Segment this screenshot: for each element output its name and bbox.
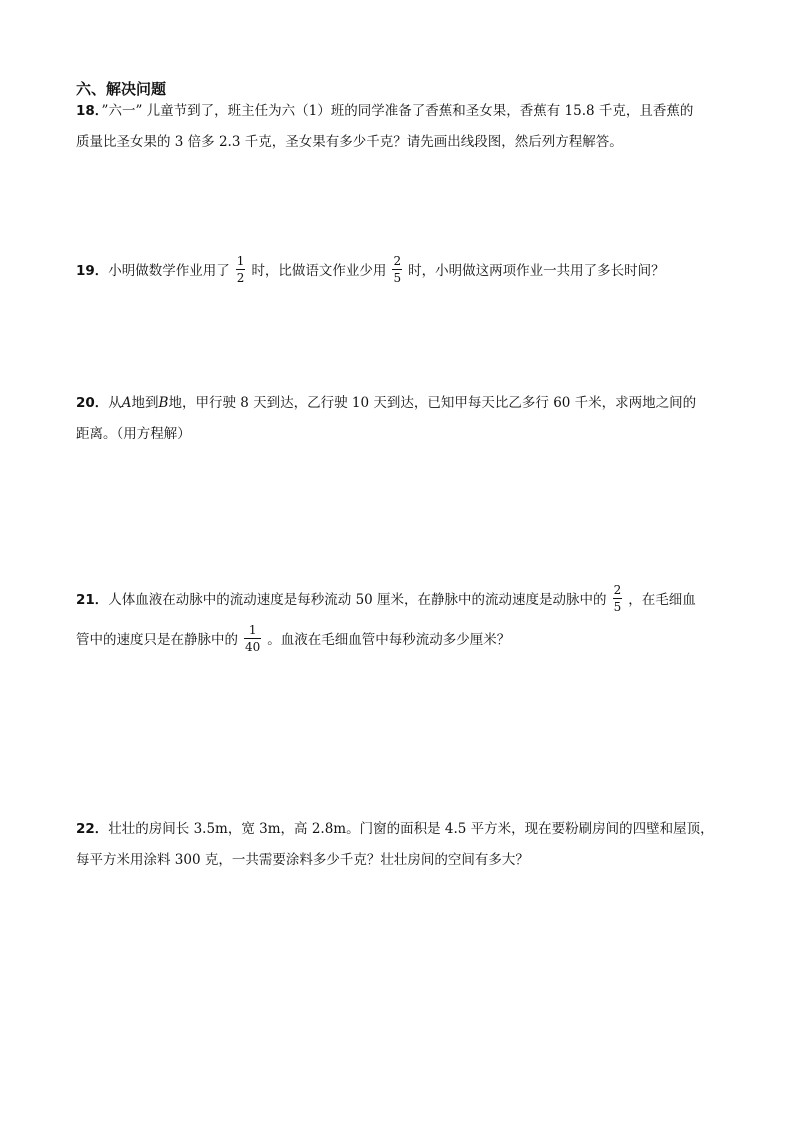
question-text: 从 <box>108 395 122 411</box>
question-18 <box>76 96 746 158</box>
question-text: 地到 <box>131 395 159 411</box>
section-title: 六、解决问题 <box>76 80 167 98</box>
question-21 <box>76 580 746 660</box>
question-text: 人体血液在动脉中的流动速度是每秒流动 50 厘米，在静脉中的流动速度是动脉中的 <box>108 592 607 608</box>
question-number: 21． <box>76 592 109 608</box>
question-text: ”六一” 儿童节到了，班主任为六（1）班的同学准备了香蕉和圣女果，香蕉有 15.8 千克，且香蕉的 <box>101 103 694 119</box>
fraction <box>236 254 246 285</box>
denominator: 2 <box>236 271 245 285</box>
fraction <box>392 254 402 285</box>
numerator: 2 <box>393 254 402 268</box>
question-text: 壮壮的房间长 3.5m，宽 3m，高 2.8m。门窗的面积是 4.5 平方米，现在要粉刷房间的四壁和屋顶， <box>108 821 714 837</box>
point-b: B <box>158 395 169 411</box>
question-number: 18． <box>76 103 102 119</box>
question-number: 20． <box>76 395 109 411</box>
question-19 <box>76 256 746 287</box>
denominator: 40 <box>245 640 261 654</box>
denominator: 5 <box>613 600 622 614</box>
question-text: 时，比做语文作业少用 <box>251 263 387 279</box>
question-text: 时，小明做这两项作业一共用了多长时间？ <box>408 263 665 279</box>
numerator: 2 <box>613 583 622 597</box>
numerator: 1 <box>236 254 245 268</box>
question-text: ，在毛细血 <box>628 592 696 608</box>
question-text: 距离。（用方程解） <box>76 426 191 442</box>
question-text: 。血液在毛细血管中每秒流动多少厘米？ <box>267 632 511 648</box>
fraction <box>244 623 261 654</box>
question-text: 管中的速度只是在静脉中的 <box>76 632 238 648</box>
question-text: 质量比圣女果的 3 倍多 2.3 千克，圣女果有多少千克？请先画出线段图，然后列方程解答。 <box>76 134 623 150</box>
fraction <box>613 583 623 614</box>
denominator: 5 <box>393 271 402 285</box>
numerator: 1 <box>248 623 257 637</box>
question-text: 每平方米用涂料 300 克，一共需要涂料多少千克？壮壮房间的空间有多大？ <box>76 852 529 868</box>
question-text: 地，甲行驶 8 天到达，乙行驶 10 天到达，已知甲每天比乙多行 60 千米，求两地之间的 <box>168 395 697 411</box>
point-a: A <box>121 395 132 411</box>
question-number: 22． <box>76 821 109 837</box>
question-20 <box>76 388 746 450</box>
question-22 <box>76 814 746 876</box>
question-number: 19． <box>76 263 109 279</box>
question-text: 小明做数学作业用了 <box>108 263 230 279</box>
